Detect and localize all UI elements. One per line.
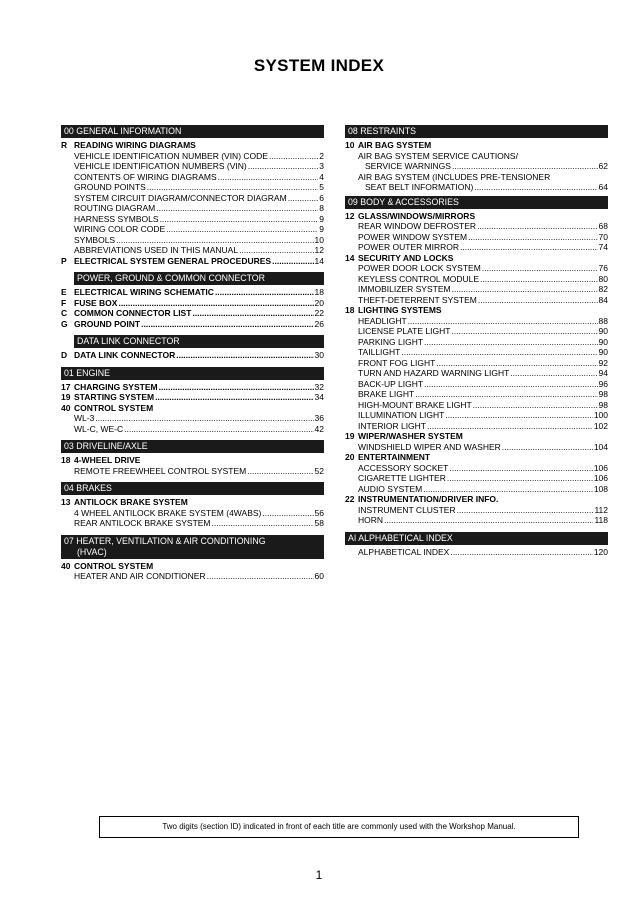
- section-code: 40: [61, 402, 71, 413]
- section-code: 19: [61, 392, 71, 402]
- index-entry[interactable]: [61, 382, 324, 393]
- entry-page: 36: [314, 413, 324, 423]
- entry-label: COMMON CONNECTOR LIST: [74, 308, 192, 318]
- entry-label: CHARGING SYSTEM: [74, 381, 158, 392]
- index-entry[interactable]: [345, 515, 608, 526]
- entry-label: 4 WHEEL ANTILOCK BRAKE SYSTEM (4WABS): [74, 507, 262, 518]
- index-entry[interactable]: [345, 484, 608, 495]
- index-entry[interactable]: [61, 161, 324, 172]
- index-entry[interactable]: [345, 161, 608, 172]
- index-entry[interactable]: [345, 473, 608, 484]
- section-code: 18: [345, 305, 355, 315]
- entry-page: 88: [598, 315, 608, 326]
- section-code: C: [61, 308, 68, 318]
- entry-label: ILLUMINATION LIGHT: [358, 410, 445, 420]
- index-entry[interactable]: [61, 235, 324, 246]
- index-entry[interactable]: [345, 547, 608, 558]
- entry-page: 96: [598, 378, 608, 389]
- entry-page: 2: [319, 150, 324, 161]
- entry-label: FRONT FOG LIGHT: [358, 357, 436, 368]
- index-heading[interactable]: [345, 140, 608, 151]
- index-heading[interactable]: [61, 140, 324, 151]
- index-entry[interactable]: [345, 221, 608, 232]
- index-heading[interactable]: [61, 455, 324, 466]
- index-entry[interactable]: [61, 308, 324, 319]
- entry-label: ABBREVIATIONS USED IN THIS MANUAL: [74, 245, 239, 255]
- index-heading[interactable]: [345, 253, 608, 264]
- index-entry[interactable]: [345, 379, 608, 390]
- section-header-alphabetical-index: AI ALPHABETICAL INDEX: [345, 532, 608, 545]
- entry-page: 60: [314, 571, 324, 581]
- entry-page: 104: [593, 441, 608, 452]
- entry-page: 12: [314, 245, 324, 255]
- entry-page: 68: [598, 221, 608, 231]
- left-column: [61, 124, 324, 582]
- entry-label: FUSE BOX: [74, 297, 118, 308]
- entry-label: REMOTE FREEWHEEL CONTROL SYSTEM: [74, 465, 247, 476]
- section-code: 22: [345, 494, 355, 504]
- entry-label: AIR BAG SYSTEM SERVICE CAUTIONS/: [358, 150, 518, 161]
- entry-label: HIGH-MOUNT BRAKE LIGHT: [358, 399, 472, 410]
- index-entry[interactable]: [345, 505, 608, 516]
- index-entry[interactable]: [61, 224, 324, 235]
- entry-page: 92: [598, 357, 608, 368]
- index-entry-line[interactable]: [345, 151, 608, 162]
- index-entry[interactable]: [61, 287, 324, 298]
- entry-label: IMMOBILIZER SYSTEM: [358, 284, 451, 294]
- section-code: 40: [61, 560, 71, 571]
- entry-page: 20: [314, 297, 324, 308]
- index-entry[interactable]: [61, 214, 324, 225]
- entry-label: WINDSHIELD WIPER AND WASHER: [358, 441, 501, 452]
- entry-label: DATA LINK CONNECTOR: [74, 350, 176, 360]
- entry-page: 90: [598, 347, 608, 357]
- index-entry[interactable]: [345, 182, 608, 193]
- index-entry[interactable]: [345, 274, 608, 285]
- section-header-hvac-line2: (HVAC): [77, 546, 107, 557]
- section-code: F: [61, 297, 67, 308]
- entry-label: WIRING COLOR CODE: [74, 224, 166, 234]
- entry-label: ELECTRICAL WIRING SCHEMATIC: [74, 287, 214, 297]
- entry-page: 3: [319, 161, 324, 171]
- section-header-general-information: 00 GENERAL INFORMATION: [61, 125, 324, 138]
- entry-label: INTERIOR LIGHT: [358, 420, 427, 431]
- entry-page: 52: [314, 465, 324, 476]
- entry-label: REAR ANTILOCK BRAKE SYSTEM: [74, 518, 211, 528]
- heading-label: ANTILOCK BRAKE SYSTEM: [74, 497, 188, 507]
- page-number: 1: [315, 868, 323, 882]
- index-heading[interactable]: [345, 452, 608, 463]
- section-code: 13: [61, 497, 71, 507]
- entry-page: 6: [319, 192, 324, 203]
- index-heading[interactable]: [345, 431, 608, 442]
- index-entry[interactable]: [345, 347, 608, 358]
- index-entry[interactable]: [61, 424, 324, 435]
- entry-label: REAR WINDOW DEFROSTER: [358, 221, 477, 231]
- section-code: E: [61, 287, 67, 297]
- entry-page: 14: [314, 255, 324, 266]
- subsection-header-power-ground: POWER, GROUND & COMMON CONNECTOR: [74, 272, 324, 285]
- heading-label: CONTROL SYSTEM: [74, 402, 154, 413]
- index-entry[interactable]: [345, 400, 608, 411]
- entry-label: VEHICLE IDENTIFICATION NUMBER (VIN) CODE: [74, 150, 268, 161]
- entry-page: 56: [314, 507, 324, 518]
- heading-label: SECURITY AND LOCKS: [358, 252, 454, 263]
- index-entry[interactable]: [345, 358, 608, 369]
- section-code: D: [61, 350, 68, 360]
- subsection-header-data-link-connector: DATA LINK CONNECTOR: [74, 335, 324, 348]
- entry-label: HEADLIGHT: [358, 315, 407, 326]
- entry-page: 62: [598, 161, 608, 171]
- entry-label: SYSTEM CIRCUIT DIAGRAM/CONNECTOR DIAGRAM: [74, 192, 287, 203]
- entry-label: ALPHABETICAL INDEX: [358, 546, 450, 557]
- entry-label: HARNESS SYMBOLS: [74, 213, 159, 224]
- entry-label: BACK-UP LIGHT: [358, 378, 424, 389]
- section-code: G: [61, 318, 68, 329]
- entry-page: 64: [598, 182, 608, 192]
- page-title: SYSTEM INDEX: [253, 56, 385, 75]
- section-header-restraints: 08 RESTRAINTS: [345, 125, 608, 138]
- section-code: 20: [345, 452, 355, 462]
- entry-page: 94: [598, 368, 608, 378]
- entry-page: 112: [594, 504, 608, 515]
- section-header-engine: 01 ENGINE: [61, 367, 324, 380]
- entry-page: 84: [598, 294, 608, 305]
- index-entry[interactable]: [345, 389, 608, 400]
- entry-page: 98: [598, 389, 608, 399]
- section-code: 17: [61, 381, 71, 392]
- index-entry[interactable]: [345, 421, 608, 432]
- section-code: 10: [345, 140, 355, 150]
- index-heading[interactable]: [345, 305, 608, 316]
- index-entry[interactable]: [345, 263, 608, 274]
- index-entry[interactable]: [345, 463, 608, 474]
- heading-label: CONTROL SYSTEM: [74, 560, 154, 571]
- entry-label: VEHICLE IDENTIFICATION NUMBERS (VIN): [74, 161, 247, 171]
- entry-label: HEATER AND AIR CONDITIONER: [74, 571, 206, 581]
- entry-page: 90: [598, 326, 608, 336]
- section-code: P: [61, 255, 67, 266]
- entry-label: ELECTRICAL SYSTEM GENERAL PROCEDURES: [74, 255, 272, 266]
- index-entry[interactable]: [61, 392, 324, 403]
- entry-page: 42: [314, 423, 324, 434]
- section-header-hvac: [61, 535, 324, 559]
- section-header-driveline-axle: 03 DRIVELINE/AXLE: [61, 440, 324, 453]
- heading-label: INSTRUMENTATION/DRIVER INFO.: [358, 494, 499, 504]
- entry-label: POWER WINDOW SYSTEM: [358, 231, 468, 242]
- entry-label: LICENSE PLATE LIGHT: [358, 326, 451, 336]
- right-column: [345, 124, 608, 557]
- entry-page: 9: [319, 213, 324, 224]
- heading-label: AIR BAG SYSTEM: [358, 140, 432, 150]
- index-entry[interactable]: [61, 413, 324, 424]
- index-entry[interactable]: [61, 298, 324, 309]
- entry-page: 5: [319, 182, 324, 192]
- heading-label: ENTERTAINMENT: [358, 452, 431, 462]
- entry-label: POWER OUTER MIRROR: [358, 242, 460, 252]
- index-entry[interactable]: [345, 232, 608, 243]
- entry-page: 106: [593, 473, 608, 483]
- section-code: 12: [345, 210, 355, 221]
- index-entry[interactable]: [61, 151, 324, 162]
- entry-label: CIGARETTE LIGHTER: [358, 473, 446, 483]
- entry-label: TAILLIGHT: [358, 347, 401, 357]
- section-header-hvac-line1: 07 HEATER, VENTILATION & AIR CONDITIONING: [64, 535, 266, 546]
- entry-page: 120: [593, 546, 608, 557]
- index-entry[interactable]: [61, 571, 324, 582]
- entry-label: AUDIO SYSTEM: [358, 483, 423, 494]
- entry-page: 76: [598, 263, 608, 273]
- entry-page: 32: [314, 381, 324, 392]
- index-entry[interactable]: [345, 337, 608, 348]
- index-heading[interactable]: [345, 211, 608, 222]
- entry-page: 10: [314, 234, 324, 245]
- entry-label: CONTENTS OF WIRING DIAGRAMS: [74, 171, 217, 182]
- entry-label: WL-C, WE-C: [74, 423, 124, 434]
- heading-label: READING WIRING DIAGRAMS: [74, 140, 196, 150]
- entry-page: 82: [598, 284, 608, 294]
- index-entry[interactable]: [61, 245, 324, 256]
- section-code: 14: [345, 252, 355, 263]
- footnote-box: Two digits (section ID) indicated in front of each title are commonly used with the Workshop Manual.: [99, 816, 579, 838]
- index-heading[interactable]: [61, 403, 324, 414]
- index-entry-line[interactable]: [345, 172, 608, 183]
- index-entry[interactable]: [61, 518, 324, 529]
- entry-page: 100: [593, 410, 608, 420]
- index-heading[interactable]: [345, 494, 608, 505]
- entry-label: GROUND POINTS: [74, 182, 146, 192]
- index-entry[interactable]: [61, 466, 324, 477]
- entry-label: HORN: [358, 515, 384, 525]
- entry-label: AIR BAG SYSTEM (INCLUDES PRE-TENSIONER: [358, 171, 551, 182]
- entry-page: 98: [598, 399, 608, 410]
- index-entry[interactable]: [345, 284, 608, 295]
- index-entry[interactable]: [61, 508, 324, 519]
- heading-label: WIPER/WASHER SYSTEM: [358, 431, 463, 441]
- entry-label: THEFT-DETERRENT SYSTEM: [358, 294, 477, 305]
- entry-label: SYMBOLS: [74, 234, 116, 245]
- index-entry-electrical-general-procedures[interactable]: [61, 256, 324, 267]
- heading-label: GLASS/WINDOWS/MIRRORS: [358, 210, 476, 221]
- entry-label: PARKING LIGHT: [358, 336, 424, 347]
- entry-page: 108: [593, 483, 608, 494]
- heading-label: LIGHTING SYSTEMS: [358, 305, 442, 315]
- entry-page: 70: [598, 231, 608, 242]
- entry-label: WL-3: [74, 413, 95, 423]
- entry-page: 26: [314, 318, 324, 329]
- entry-page: 74: [598, 242, 608, 252]
- index-entry[interactable]: [345, 242, 608, 253]
- entry-page: 22: [314, 308, 324, 318]
- index-entry[interactable]: [61, 182, 324, 193]
- index-entry[interactable]: [345, 295, 608, 306]
- heading-label: 4-WHEEL DRIVE: [74, 455, 141, 465]
- entry-label: SEAT BELT INFORMATION): [365, 182, 474, 192]
- index-entry[interactable]: [345, 316, 608, 327]
- entry-page: 80: [598, 273, 608, 284]
- section-header-body-accessories: 09 BODY & ACCESSORIES: [345, 196, 608, 209]
- section-code: R: [61, 140, 68, 150]
- entry-page: 8: [319, 203, 324, 213]
- entry-page: 30: [314, 350, 324, 360]
- index-entry[interactable]: [345, 326, 608, 337]
- index-entry[interactable]: [345, 368, 608, 379]
- entry-label: KEYLESS CONTROL MODULE: [358, 273, 480, 284]
- index-entry[interactable]: [345, 410, 608, 421]
- entry-label: GROUND POINT: [74, 318, 141, 329]
- entry-label: STARTING SYSTEM: [74, 392, 155, 402]
- index-entry-data-link-connector[interactable]: [61, 350, 324, 361]
- section-code: 19: [345, 431, 355, 441]
- section-header-brakes: 04 BRAKES: [61, 482, 324, 495]
- section-code: 18: [61, 455, 71, 465]
- entry-page: 4: [319, 171, 324, 182]
- index-heading[interactable]: [61, 561, 324, 572]
- index-entry[interactable]: [61, 319, 324, 330]
- index-entry[interactable]: [61, 172, 324, 183]
- entry-page: 118: [594, 515, 608, 525]
- entry-page: 102: [593, 420, 608, 431]
- entry-label: TURN AND HAZARD WARNING LIGHT: [358, 368, 510, 378]
- entry-page: 106: [593, 462, 608, 473]
- entry-label: BRAKE LIGHT: [358, 389, 415, 399]
- index-entry[interactable]: [61, 193, 324, 204]
- index-heading[interactable]: [61, 497, 324, 508]
- entry-page: 9: [319, 224, 324, 234]
- entry-label: INSTRUMENT CLUSTER: [358, 504, 456, 515]
- index-entry[interactable]: [61, 203, 324, 214]
- entry-label: SERVICE WARNINGS: [365, 161, 451, 171]
- entry-page: 18: [314, 287, 324, 297]
- entry-label: ACCESSORY SOCKET: [358, 462, 449, 473]
- entry-label: POWER DOOR LOCK SYSTEM: [358, 263, 481, 273]
- index-entry[interactable]: [345, 442, 608, 453]
- entry-label: ROUTING DIAGRAM: [74, 203, 156, 213]
- entry-page: 58: [314, 518, 324, 528]
- entry-page: 90: [598, 336, 608, 347]
- entry-page: 34: [314, 392, 324, 402]
